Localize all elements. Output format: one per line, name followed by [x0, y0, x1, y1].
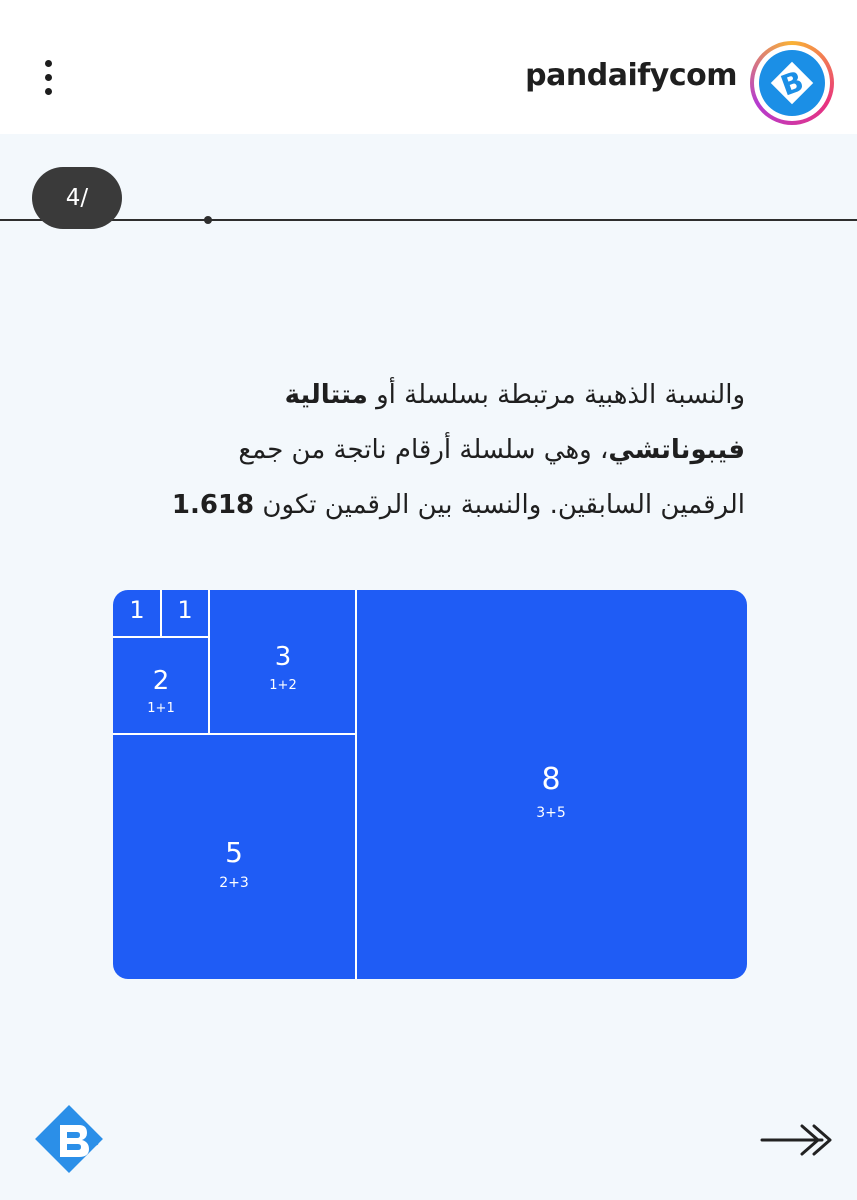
divider-line — [0, 219, 857, 221]
account-avatar[interactable] — [750, 41, 834, 125]
pandaify-logo-icon — [33, 1103, 105, 1175]
body-text — [70, 368, 745, 533]
text-line-3: الرقمين السابقين. والنسبة بين الرقمين تكون 1.618 — [171, 490, 745, 520]
double-arrow-right-icon[interactable] — [760, 1120, 832, 1160]
cell-3-sum: 1+2 — [269, 678, 297, 693]
cell-2-number: 2 — [152, 666, 170, 696]
cell-5-number: 5 — [225, 836, 243, 869]
fibonacci-diagram — [113, 590, 747, 979]
cell-1b-number: 1 — [177, 596, 193, 624]
cell-1a-number: 1 — [129, 596, 145, 624]
cell-3-number: 3 — [274, 642, 292, 672]
pandaify-logo-icon — [759, 50, 825, 116]
text-line-2: فيبوناتشي، وهي سلسلة أرقام ناتجة من جمع — [238, 435, 745, 465]
svg-text:B: B — [776, 64, 808, 103]
post-header — [0, 0, 857, 134]
slide-indicator: 4/ — [32, 167, 122, 229]
text-line-1: والنسبة الذهبية مرتبطة بسلسلة أو متتالية — [284, 380, 745, 410]
cell-2-sum: 1+1 — [147, 701, 175, 716]
cell-5-sum: 2+3 — [219, 875, 249, 891]
divider-dot — [204, 216, 212, 224]
more-vertical-icon[interactable] — [30, 56, 68, 100]
cell-8-number: 8 — [541, 762, 561, 797]
account-username[interactable]: pandaifycom — [525, 58, 737, 93]
cell-8-sum: 3+5 — [536, 805, 566, 821]
